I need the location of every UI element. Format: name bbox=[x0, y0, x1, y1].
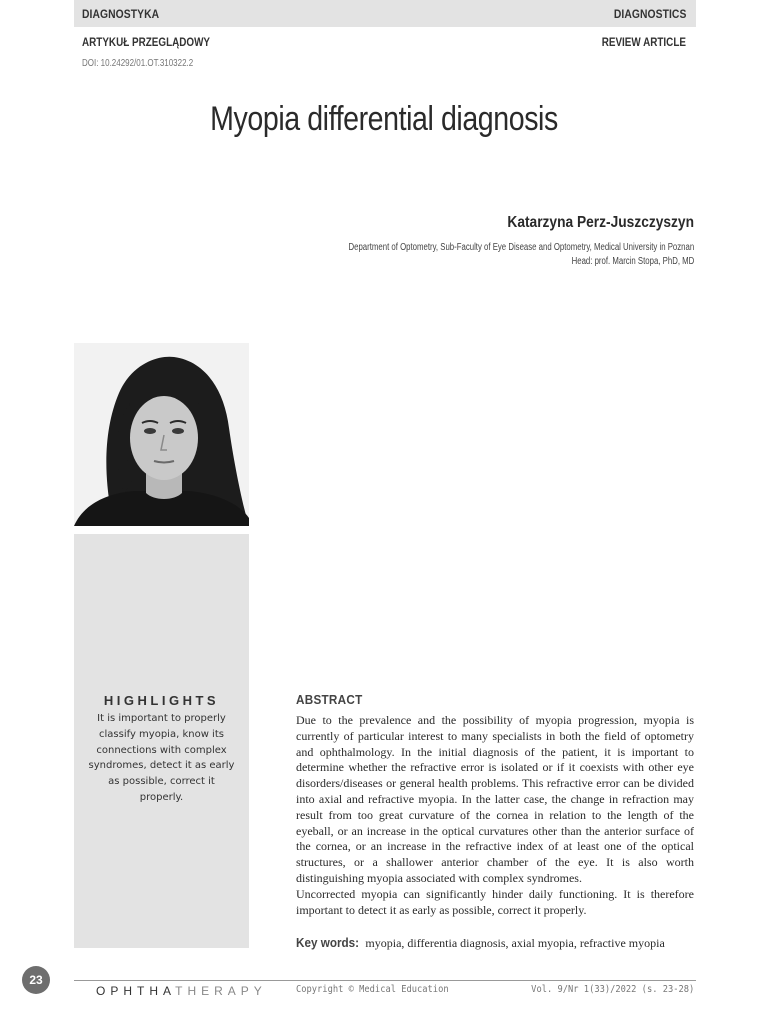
keywords-text: myopia, differentia diagnosis, axial myopia, refractive myopia bbox=[365, 936, 665, 950]
doi-link[interactable]: DOI: 10.24292/01.OT.310322.2 bbox=[82, 58, 194, 69]
author-portrait-image bbox=[74, 343, 249, 526]
highlights-title: HIGHLIGHTS bbox=[103, 693, 220, 708]
abstract-title: ABSTRACT bbox=[296, 692, 363, 707]
volume-info: Vol. 9/Nr 1(33)/2022 (s. 23-28) bbox=[530, 984, 694, 995]
footer-divider bbox=[74, 980, 696, 981]
article-type-pl: ARTYKUŁ PRZEGLĄDOWY bbox=[82, 37, 211, 49]
article-title: Myopia differential diagnosis bbox=[210, 100, 558, 138]
abstract-paragraph: Uncorrected myopia can significantly hinder daily functioning. It is therefore important to detect it as early as possible, correct it properly. bbox=[296, 886, 694, 917]
journal-name-part2: THERAPY bbox=[175, 984, 267, 998]
section-label-en: DIAGNOSTICS bbox=[613, 7, 686, 21]
journal-logo bbox=[96, 984, 267, 998]
journal-name-part1: OPHTHA bbox=[96, 984, 176, 998]
keywords-label: Key words: bbox=[296, 935, 360, 950]
author-affiliation: Department of Optometry, Sub-Faculty of Eye Disease and Optometry, Medical University in Poznan bbox=[348, 242, 694, 253]
page-number-badge: 23 bbox=[22, 966, 50, 994]
keywords bbox=[296, 935, 665, 951]
section-header-bar bbox=[74, 0, 696, 27]
copyright-text: Copyright © Medical Education bbox=[296, 984, 449, 995]
author-photo bbox=[74, 343, 249, 526]
highlights-text: It is important to properly classify myopia, know its connections with complex syndromes, detect it as early as possible, correct it properly. bbox=[88, 713, 235, 803]
author-name: Katarzyna Perz-Juszczyszyn bbox=[507, 214, 694, 231]
article-type-en: REVIEW ARTICLE bbox=[601, 37, 686, 49]
department-head: Head: prof. Marcin Stopa, PhD, MD bbox=[571, 256, 694, 267]
abstract-body bbox=[296, 713, 694, 918]
section-label-pl: DIAGNOSTYKA bbox=[82, 7, 160, 21]
abstract-paragraph: Due to the prevalence and the possibility of myopia progression, myopia is currently of particular interest to many specialists in both the field of optometry and ophthalmology. In the initial diagnosis of the patient, it is important to determine whether the refractive error is isolated or if it coexists with other eye disorders/diseases or general health problems. This refractive error can be divided into axial and refractive myopia. In the latter case, the change in refraction may result from too great curvature of the cornea in relation to the length of the eyeball, or an increase in the optical curvatures other than the anterior surface of the cornea, or an increase in the refractive index of at least one of the optical structures, or a shallower anterior chamber of the eye. It is also worth distinguishing myopia associated with complex syndromes. bbox=[296, 713, 694, 885]
